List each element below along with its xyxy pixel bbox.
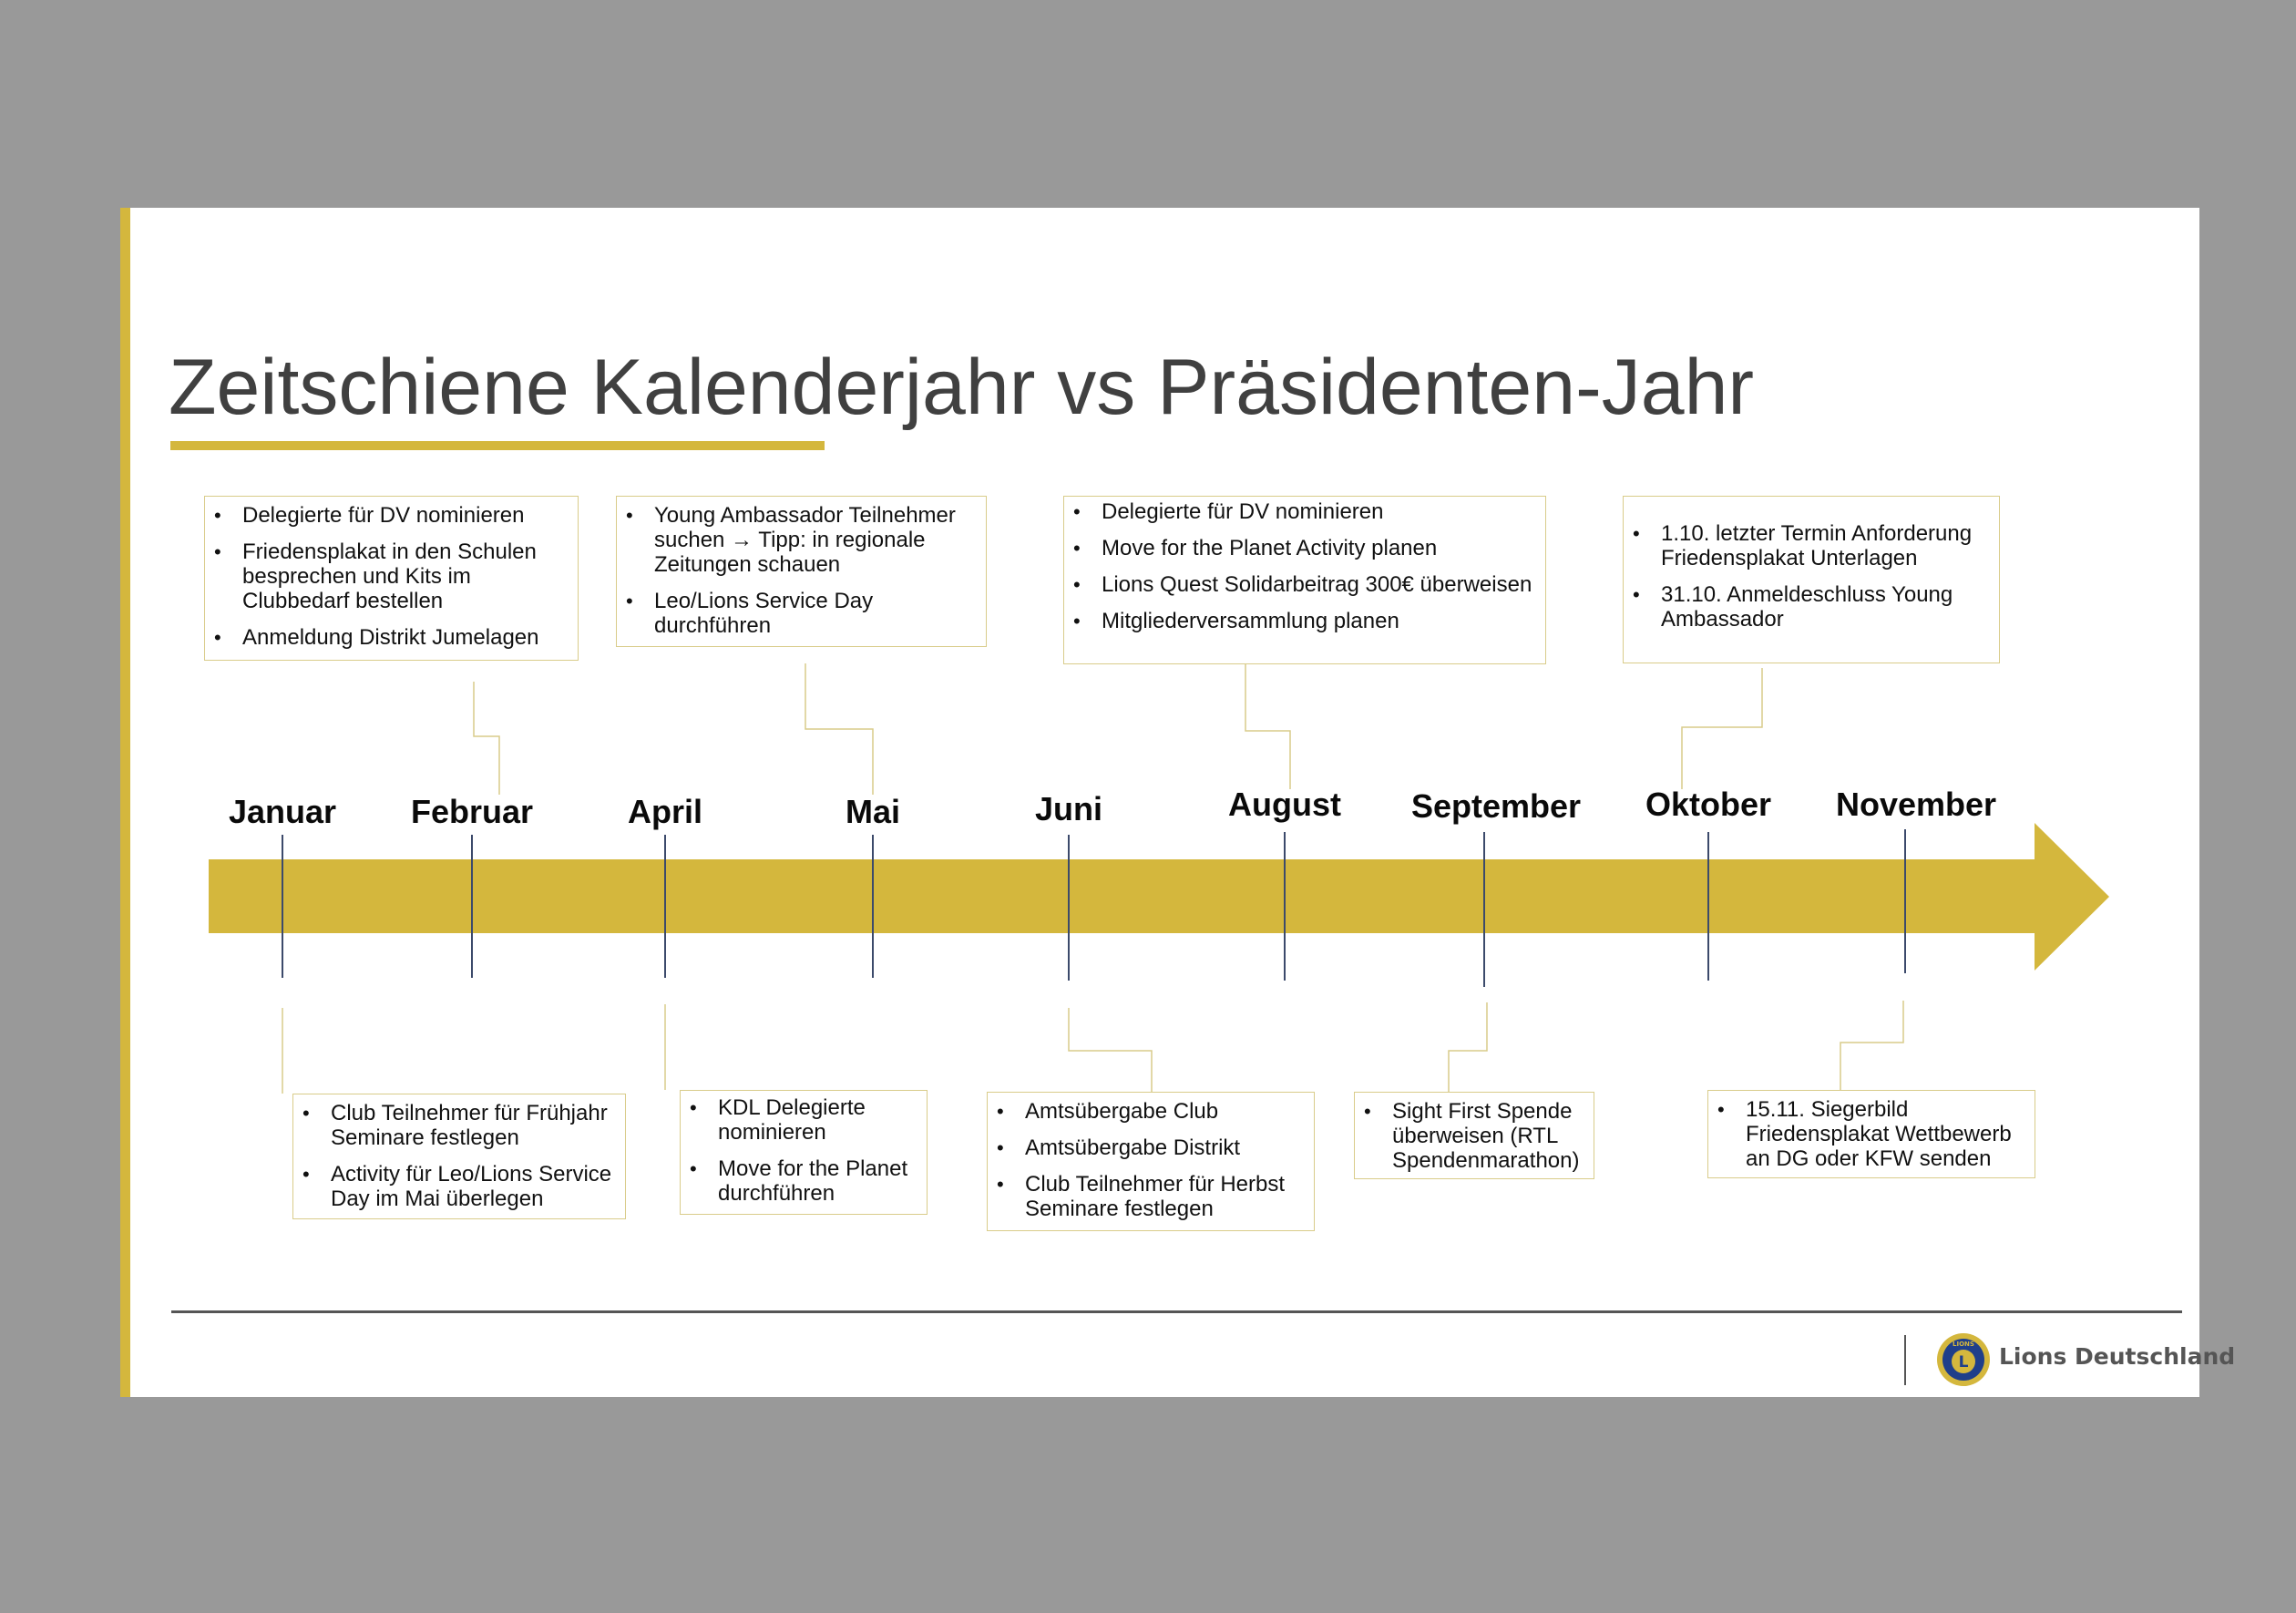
event-box-februar bbox=[204, 496, 579, 661]
event-box-januar bbox=[292, 1094, 626, 1219]
event-item: • Amtsübergabe Club bbox=[995, 1099, 1305, 1124]
event-item: • Delegierte für DV nominieren bbox=[212, 503, 569, 528]
lions-logo-icon bbox=[1935, 1331, 1992, 1388]
event-box-september bbox=[1354, 1092, 1594, 1179]
event-box-august bbox=[1063, 496, 1546, 664]
event-item: • Amtsübergabe Distrikt bbox=[995, 1135, 1305, 1160]
event-item: • Leo/Lions Service Day durchführen bbox=[624, 589, 977, 638]
event-item: • Young Ambassador Teilnehmer suchen → Tipp: in regionale Zeitungen schauen bbox=[624, 503, 977, 577]
month-label-mai: Mai bbox=[845, 793, 901, 830]
event-item: • Delegierte für DV nominieren bbox=[1071, 499, 1536, 524]
event-item: • Mitgliederversammlung planen bbox=[1071, 609, 1536, 633]
footer-divider bbox=[171, 1310, 2182, 1313]
event-box-april bbox=[680, 1090, 928, 1215]
event-box-november bbox=[1707, 1090, 2035, 1178]
connector-mai bbox=[805, 663, 873, 795]
connector-februar bbox=[474, 682, 499, 795]
slide bbox=[120, 208, 2236, 1397]
brand-name: Lions Deutschland bbox=[1999, 1343, 2236, 1370]
event-item: • Move for the Planet durchführen bbox=[688, 1156, 917, 1206]
logo-letter: L bbox=[1958, 1353, 1969, 1372]
event-item: • Lions Quest Solidarbeitrag 300€ überweisen bbox=[1071, 572, 1536, 597]
event-box-juni bbox=[987, 1092, 1315, 1231]
event-item: • 31.10. Anmeldeschluss Young Ambassador bbox=[1631, 582, 1990, 632]
month-label-februar: Februar bbox=[410, 793, 534, 830]
event-item: • Friedensplakat in den Schulen besprechen und Kits im Clubbedarf bestellen bbox=[212, 539, 569, 613]
event-item: • Club Teilnehmer für Herbst Seminare festlegen bbox=[995, 1172, 1305, 1221]
event-item: • 15.11. Siegerbild Friedensplakat Wettbewerb an DG oder KFW senden bbox=[1716, 1097, 2025, 1171]
connector-november bbox=[1840, 1001, 1903, 1090]
month-label-oktober: Oktober bbox=[1645, 786, 1772, 823]
event-item: • Anmeldung Distrikt Jumelagen bbox=[212, 625, 569, 650]
event-item: • Activity für Leo/Lions Service Day im Mai überlegen bbox=[301, 1162, 616, 1211]
event-item: • Club Teilnehmer für Frühjahr Seminare festlegen bbox=[301, 1101, 616, 1150]
month-label-april: April bbox=[627, 793, 703, 830]
timeline-arrow bbox=[209, 823, 2109, 971]
connector-september bbox=[1449, 1002, 1487, 1092]
month-label-august: August bbox=[1228, 786, 1341, 823]
connector-juni bbox=[1069, 1008, 1152, 1092]
slide-title: Zeitschiene Kalenderjahr vs Präsidenten-Jahr bbox=[169, 344, 1755, 431]
month-label-november: November bbox=[1835, 786, 1997, 823]
event-box-mai bbox=[616, 496, 987, 647]
event-item: • Move for the Planet Activity planen bbox=[1071, 536, 1536, 560]
event-item: • KDL Delegierte nominieren bbox=[688, 1095, 917, 1145]
connector-oktober bbox=[1682, 668, 1762, 789]
logo-text: LIONS bbox=[1953, 1341, 1974, 1348]
month-label-januar: Januar bbox=[228, 793, 337, 830]
event-item: • Sight First Spende überweisen (RTL Spendenmarathon) bbox=[1362, 1099, 1584, 1173]
footer-separator bbox=[1904, 1335, 1906, 1385]
connector-august bbox=[1245, 663, 1290, 789]
month-label-juni: Juni bbox=[1034, 790, 1103, 827]
month-label-september: September bbox=[1410, 787, 1582, 825]
event-box-oktober bbox=[1623, 496, 2000, 663]
event-item: • 1.10. letzter Termin Anforderung Friedensplakat Unterlagen bbox=[1631, 521, 1990, 570]
